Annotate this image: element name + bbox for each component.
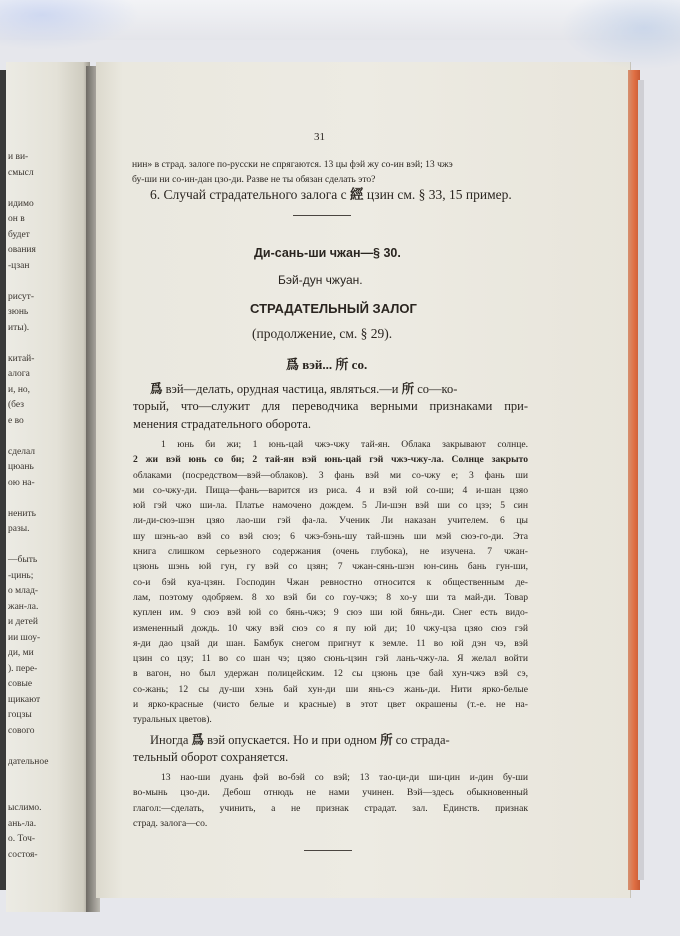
intro-line-1-text: вэй—делать, орудная частица, являться.—и [165, 382, 399, 396]
left-page-fragment: зюнь [8, 307, 29, 317]
example-line: лам, поэтому одобряем. 8 хо вэй би со гоу-чжэ; 8 хо-у ши та май-ди. Товар [133, 591, 528, 603]
example-line: облаками (посредством—вэй—облаков). 3 фань вэй ми со-чжу е; 3 фань ши [133, 469, 528, 481]
example13-line: страд. залога—со. [133, 817, 208, 829]
item6-text-after: цзин см. § 33, 15 пример. [363, 187, 512, 202]
sometimes-glyph-so: 所 [380, 732, 393, 747]
left-page-fragment: иты). [8, 322, 30, 333]
section-title: СТРАДАТЕЛЬНЫЙ ЗАЛОГ [250, 301, 417, 316]
example-line: измененный дождь. 10 чжу вэй сюэ со я пу юй ди; 10 чжу-цза цзяо сюэ гэй [133, 622, 528, 634]
example-line: ли-ди-сюэ-шэн цзяо лао-ши гэй фа-ла. Ученик Ли наказан учителем. 6 цы [133, 515, 528, 527]
intro-line-2: торый, что—служит для переводчика верными признаками при- [133, 399, 528, 413]
left-page-fragment: идимо [8, 198, 34, 209]
example-line: цзюнь шэнь юй гун, гу вэй со цзян; 7 чжан-сянь-шэн юн-синь бань гун-ши, [133, 561, 528, 573]
particles-heading [286, 354, 367, 373]
top-line-2: бу-ши ни со-ин-дан цзо-ди. Разве не ты обязан сделать это? [132, 174, 376, 185]
left-page-fragment: е во [8, 415, 24, 426]
example-line: ми со-чжу-ди. Пища—фань—варится из риса. 4 и вэй юй со-ши; 4 и-шан цзяо [133, 484, 528, 496]
sometimes-line-1 [150, 731, 528, 749]
scan-glare-left [0, 0, 140, 50]
page-number: 31 [314, 131, 325, 143]
left-page-fragment: -цинь; [8, 570, 34, 581]
example-line: со-и бэй куа-цзян. Господин Чжан ревностно относится к общественным де- [133, 576, 528, 588]
top-line-1: нин» в страд. залоге по-русски не спрягаются. 13 цы фэй жу со-ин вэй; 13 чжэ [132, 159, 453, 170]
left-page-fragment: состоя- [8, 849, 38, 860]
example13-line: во-мынь цзо-ди. Дебош отнюдь не нами учинен. Вэй—здесь обыкновенный [133, 787, 528, 799]
left-page-fragment: (без [8, 400, 24, 410]
example13-block [133, 770, 528, 831]
example-line: 2 жи вэй юнь со би; 2 тай-ян вэй юнь-цай гэй чжэ-чжу-ла. Солнце закрыто [133, 454, 528, 466]
sometimes-line-2: тельный оборот сохраняется. [133, 750, 289, 764]
scan-background-right [638, 80, 644, 880]
sometimes-glyph-wei: 爲 [191, 732, 205, 747]
left-page-fragment: смысл [8, 167, 34, 178]
lesson-title: Ди-сань-ши чжан—§ 30. [254, 246, 401, 260]
item6-text-before: 6. Случай страдательного залога с [150, 187, 350, 202]
left-page-fragment: —быть [8, 555, 38, 565]
left-page-fragment: щикают [8, 694, 41, 705]
particle-glyph-wei: 爲 [286, 358, 300, 373]
example-line: в вагон, но был удержан полицейским. 12 сы цзюнь цзе бай хун-чжэ вэй сэ, [133, 668, 528, 680]
left-page-fragment: и, но, [8, 384, 31, 395]
section-note: (продолжение, см. § 29). [252, 326, 393, 341]
sometimes-before: Иногда [150, 733, 192, 747]
intro-line-1-end: со—ко- [417, 382, 458, 396]
left-page-fragment: сделал [8, 446, 36, 457]
lesson-subtitle: Бэй-дун чжуан. [278, 273, 363, 287]
particle-word-wei: вэй... [302, 357, 333, 372]
left-page-fragment: ования [8, 245, 36, 255]
example-line: туральных цветов). [133, 714, 212, 726]
example-line: цзин со цзу; 11 во со шан чэ; цзяо сюнь-цзин гэй лань-чжу-ла. Я желал войти [133, 653, 528, 665]
particle-word-so: со. [351, 357, 368, 372]
intro-line-3: менения страдательного оборота. [133, 417, 312, 431]
left-page-fragment: ань-ла. [8, 818, 37, 829]
left-page-fragment: и детей [8, 617, 38, 627]
left-page-fragment: дательное [8, 756, 49, 767]
example-line: куплен им. 9 сюэ вэй юй со бянь-чжэ; 9 сюэ ши юй бянь-ди. Снег есть видо- [133, 607, 528, 619]
examples-block [133, 437, 528, 728]
left-page-fragment: ). пере- [8, 663, 38, 674]
left-page-fragment: о. Точ- [8, 834, 36, 844]
particle-glyph-so: 所 [335, 358, 349, 373]
left-page-fragment: ди, ми [8, 648, 34, 658]
left-page-fragment: о млад- [8, 586, 39, 596]
example13-line: 13 нао-ши дуань фэй во-бэй со вэй; 13 тао-ци-ди ши-цин и-дин бу-ши [161, 772, 528, 783]
intro-glyph-so: 所 [401, 381, 415, 396]
example-line: и ярко-красные (чисто белые и красные) в этот цвет окрашены (т.-е. не на- [133, 699, 528, 711]
left-page-fragment: -цзан [8, 260, 30, 271]
left-page-fragment: ии шоу- [8, 632, 41, 643]
example-line: юй гэй чжо ши-ла. Платье намочено дождем. 5 Ли-шэн вэй ши со цзэ; 5 син [133, 500, 528, 512]
scan-glare-right [560, 0, 680, 70]
left-page-fragment: алога [8, 369, 30, 379]
sometimes-mid: вэй опускается. Но и при одном [204, 733, 381, 747]
example-line: я-ди дао цзай ди шан. Бамбук снегом пригнут к земле. 11 во юй дэн чэ, вэй [133, 637, 528, 649]
example13-line: глагол:—сделать, учинить, а не признак страдат. зал. Единств. признак [133, 802, 528, 814]
left-page-fragment: жан-ла. [8, 601, 39, 612]
left-page-fragment: будет [8, 229, 30, 240]
left-page-fragment: он в [8, 214, 25, 224]
divider-1 [293, 215, 351, 216]
intro-line-1 [150, 380, 528, 398]
divider-2 [304, 850, 352, 851]
example-line: со-жань; 12 сы ду-ши хэнь бай хун-ди ши янь-сэ жань-ди. Нити ярко-белые [133, 683, 528, 695]
left-page [6, 62, 90, 912]
example-line: шу шэнь-ао вэй со вэй сюэ; 6 чжэ-бэнь-шу тай-шэнь ши мэй сюэ-го-ди. Эта [133, 530, 528, 542]
left-page-fragment: цюань [8, 462, 34, 472]
left-page-fragment: и ви- [8, 152, 29, 162]
left-page-fragment: ою на- [8, 477, 35, 488]
item-6 [150, 186, 512, 204]
item6-glyph: 經 [349, 187, 364, 203]
left-page-fragment: китай- [8, 353, 35, 364]
left-page-fragment: ыслимо. [8, 803, 42, 813]
example-line: книга слишком серьезного содержания (очень глубока), не изучена. 7 чжан- [133, 546, 528, 558]
left-page-fragment: совые [8, 679, 33, 689]
left-page-fragment: сового [8, 725, 35, 736]
left-page-fragment: ненить [8, 508, 36, 519]
example-line: 1 юнь би жи; 1 юнь-цай чжэ-чжу тай-ян. Облака закрывают солнце. [161, 439, 528, 450]
intro-glyph-wei: 爲 [150, 381, 163, 396]
sometimes-after: со страда- [392, 733, 450, 747]
left-page-fragment: разы. [8, 524, 30, 534]
left-page-fragment: рисут- [8, 291, 34, 302]
left-page-fragment: гоцзы [8, 710, 32, 720]
